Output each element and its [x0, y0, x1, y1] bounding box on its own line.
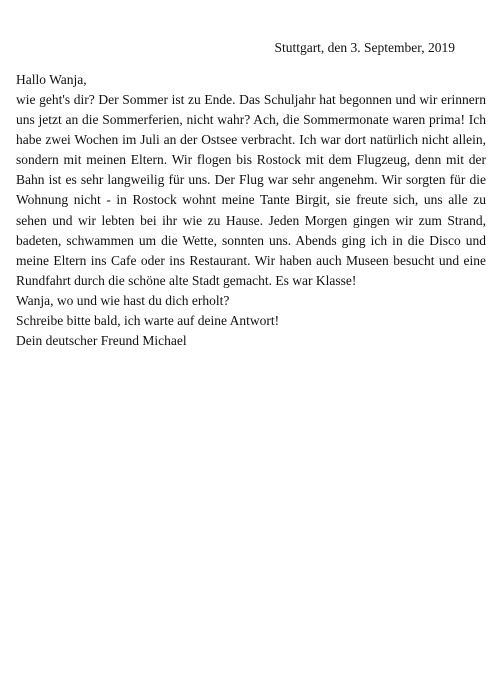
place-date: Stuttgart, den 3. September, 2019 — [274, 40, 455, 55]
letter-content — [16, 70, 486, 351]
closing-request: Schreibe bitte bald, ich warte auf deine Antwort! — [16, 313, 280, 329]
signature: Dein deutscher Freund Michael — [16, 333, 187, 349]
closing-question: Wanja, wo und wie hast du dich erholt? — [16, 292, 230, 308]
greeting: Hallo Wanja, — [16, 72, 87, 87]
letter-body: wie geht's dir? Der Sommer ist zu Ende. Das Schuljahr hat begonnen und wir erinnern uns jetzt an die Sommerferien, nicht wahr? Ach, die Sommermonate waren prima! Ich habe zwei Wochen im Juli an der Ostsee verbracht. Ich war dort natürlich nicht allein, sondern mit meinen Eltern. Wir flogen bis Rostock mit dem Flugzeug, denn mit der Bahn ist es sehr langweilig für uns. Der Flug war sehr angenehm. Wir sorgten für die Wohnung nicht - in Rostock wohnt meine Tante Birgit, sie freute sich, uns alle zu sehen und wir lebten bei ihr wie zu Hause. Jeden Morgen gingen wir zum Strand, badeten, schwammen um die Wette, sonnten uns. Abends ging ich in die Disco und meine Eltern ins Cafe oder ins Restaurant. Wir haben auch Museen besucht und eine Rundfahrt durch die schöne alte Stadt gemacht. Es war Klasse! — [16, 92, 486, 288]
